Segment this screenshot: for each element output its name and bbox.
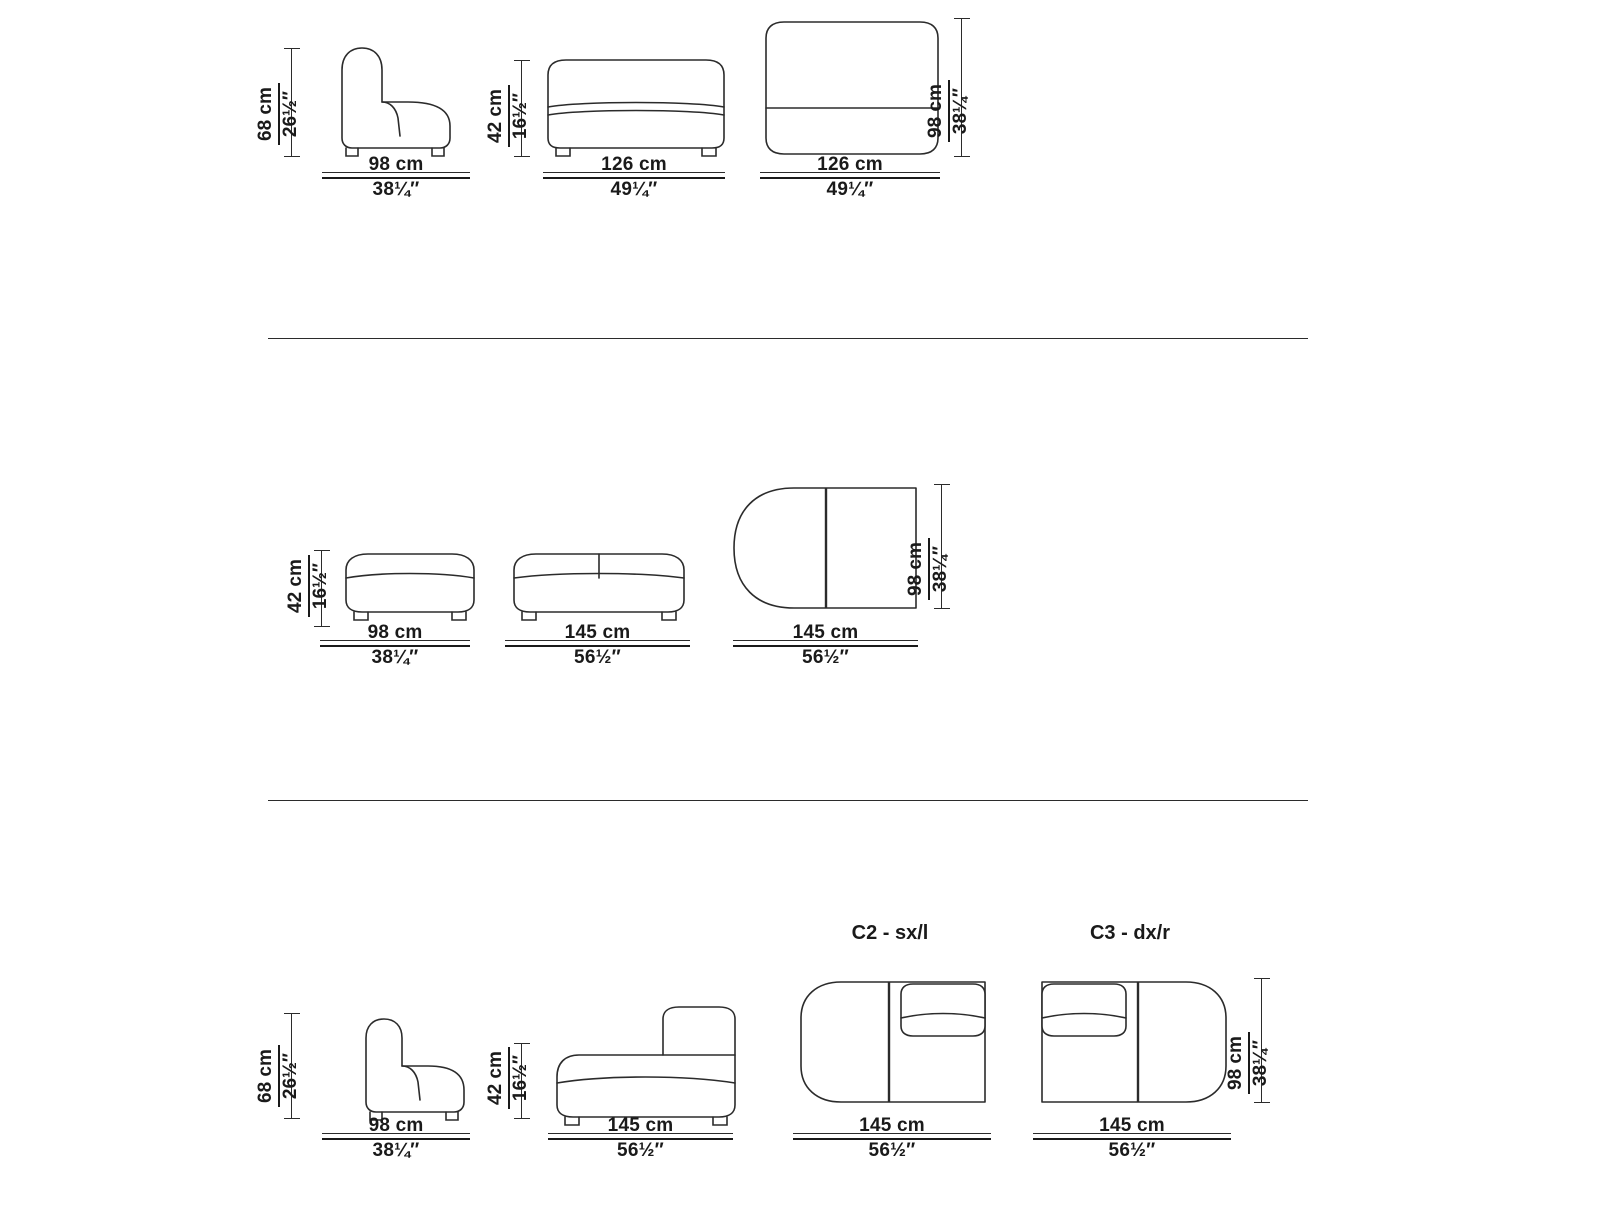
row3-side-view-drawing	[330, 1010, 480, 1120]
row3-front-height-tick-top	[514, 1043, 530, 1044]
row2-front-view-drawing	[508, 548, 698, 628]
row3-side-height-tick-bottom	[284, 1118, 300, 1119]
row2-top-height-tick-top	[934, 484, 950, 485]
row2-side-height-dim: 42 cm 16½″	[286, 555, 331, 617]
row2-side-view-drawing	[340, 548, 490, 628]
row3-front-view-drawing	[545, 1005, 745, 1120]
row1-front-height-tick-top	[514, 60, 530, 61]
row1-side-width-dim: 98 cm 38¼″	[322, 155, 470, 200]
row1-front-width-dim: 126 cm 49¼″	[543, 155, 725, 200]
row1-side-height-dim: 68 cm 26½″	[256, 83, 301, 145]
row3-top-c3-height-dim: 98 cm 38¼″	[1226, 1032, 1271, 1094]
section-divider-2	[268, 800, 1308, 801]
row3-side-height-tick-top	[284, 1013, 300, 1014]
row1-top-height-tick-top	[954, 18, 970, 19]
row3-front-height-dim: 42 cm 16½″	[486, 1047, 531, 1109]
row2-side-height-tick-top	[314, 550, 330, 551]
row3-top-c3-width-dim: 145 cm 56½″	[1033, 1116, 1231, 1161]
section-divider-1	[268, 338, 1308, 339]
row2-front-width-dim: 145 cm 56½″	[505, 623, 690, 668]
row1-top-view-drawing	[762, 16, 942, 156]
row2-top-height-dim: 98 cm 38¼″	[906, 538, 951, 600]
row3-top-c3-height-tick-top	[1254, 978, 1270, 979]
row3-top-view-c3-drawing	[1038, 978, 1233, 1108]
row3-front-height-tick-bottom	[514, 1118, 530, 1119]
row3-side-height-dim: 68 cm 26½″	[256, 1045, 301, 1107]
row3-top-c3-height-tick-bottom	[1254, 1102, 1270, 1103]
row3-top-view-c2-drawing	[797, 978, 992, 1108]
row1-top-height-tick-bottom	[954, 156, 970, 157]
row1-top-height-dim: 98 cm 38¼″	[926, 80, 971, 142]
row2-side-width-dim: 98 cm 38¼″	[320, 623, 470, 668]
row3-side-width-dim: 98 cm 38¼″	[322, 1116, 470, 1161]
row2-top-width-dim: 145 cm 56½″	[733, 623, 918, 668]
row2-top-view-drawing	[730, 484, 920, 614]
row1-side-height-tick-top	[284, 48, 300, 49]
row1-side-view-drawing	[300, 40, 490, 160]
row2-top-height-tick-bottom	[934, 608, 950, 609]
row3-front-width-dim: 145 cm 56½″	[548, 1116, 733, 1161]
row1-front-height-dim: 42 cm 16½″	[486, 85, 531, 147]
row1-side-height-tick-bottom	[284, 156, 300, 157]
row3-top-c2-width-dim: 145 cm 56½″	[793, 1116, 991, 1161]
module-code-c3-label: C3 - dx/r	[1089, 922, 1171, 944]
row1-front-height-tick-bottom	[514, 156, 530, 157]
module-code-c2-label: C2 - sx/l	[851, 922, 929, 944]
row1-front-view-drawing	[540, 55, 740, 160]
row1-top-width-dim: 126 cm 49¼″	[760, 155, 940, 200]
